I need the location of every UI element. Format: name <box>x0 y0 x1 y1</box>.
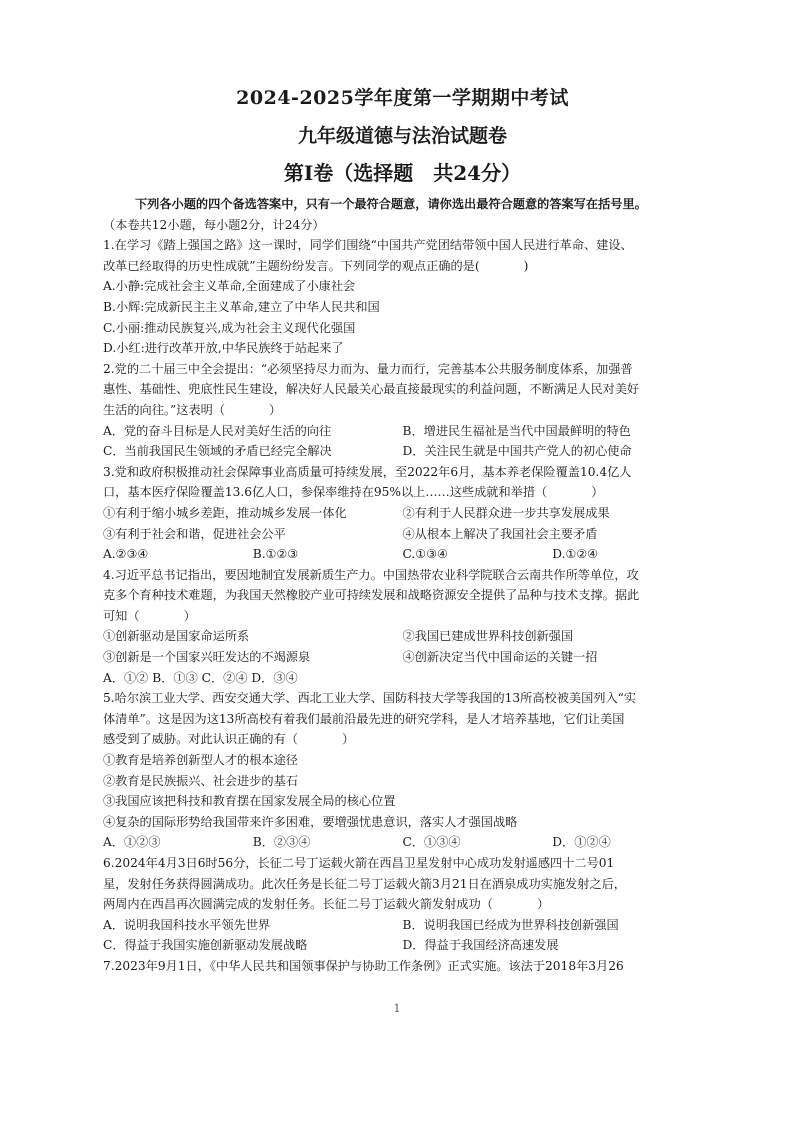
statement-2: ②有利于人民群众进一步共享发展成果 <box>402 505 610 520</box>
statements-row <box>103 503 702 524</box>
choices-row: A．①② B．①③ C．②④ D．③④ <box>103 670 298 685</box>
statement-3: ③我国应该把科技和教育摆在国家发展全局的核心位置 <box>103 794 396 809</box>
question-6 <box>103 853 702 956</box>
statement-4: ④创新决定当代中国命运的关键一招 <box>402 650 598 665</box>
statement-4: ④从根本上解决了我国社会主要矛盾 <box>402 526 598 541</box>
option-c: C．当前我国民生领域的矛盾已经完全解决 <box>103 444 332 459</box>
option-d: D．关注民生就是中国共产党人的初心使命 <box>402 444 632 459</box>
option-a: A．说明我国科技水平领先世界 <box>103 917 271 932</box>
question-stem: 5.哈尔滨工业大学、西安交通大学、西北工业大学、国防科技大学等我国的13所高校被美国列入“实 <box>103 691 637 706</box>
question-stem: 星，发射任务获得圆满成功。此次任务是长征二号丁运载火箭3月21日在酒泉成功实施发射之后， <box>103 876 626 891</box>
statement-1: ①有利于缩小城乡差距，推动城乡发展一体化 <box>103 505 347 520</box>
question-stem: 4.习近平总书记指出，要因地制宜发展新质生产力。中国热带农业科学院联合云南共作所等单位，攻 <box>103 567 639 582</box>
choices-row <box>103 832 702 853</box>
question-3 <box>103 462 702 565</box>
question-7 <box>103 956 702 977</box>
question-content <box>103 194 702 977</box>
choice-b: B.①②③ <box>252 547 299 562</box>
option-b: B．说明我国已经成为世界科技创新强国 <box>402 917 619 932</box>
statement-4: ④复杂的国际形势给我国带来许多困难，要增强忧患意识，落实人才强国战略 <box>103 814 518 829</box>
question-stem: 感受到了威胁。对此认识正确的有（ ） <box>103 732 355 747</box>
statements-row <box>103 626 702 647</box>
instructions-note: （本卷共12小题，每小题2分，计24分） <box>103 217 325 232</box>
question-stem: 可知（ ） <box>103 608 196 623</box>
question-stem: 惠性、基础性、兜底性民生建设，解决好人民最关心最直接最现实的利益问题，不断满足人民对美好 <box>103 382 640 397</box>
option-b: B．增进民生福祉是当代中国最鲜明的特色 <box>402 423 631 438</box>
section-title: 第Ⅰ卷（选择题 共24分） <box>283 161 522 185</box>
option-d: D．得益于我国经济高速发展 <box>402 938 559 953</box>
page-number: 1 <box>393 1002 401 1015</box>
question-stem: 7.2023年9月1日，《中华人民共和国领事保护与协助工作条例》正式实施。该法于2018年3月26 <box>103 958 624 973</box>
question-1 <box>103 235 702 359</box>
choice-c: C．①③④ <box>402 835 461 850</box>
choice-d: D.①②④ <box>552 547 599 562</box>
question-5 <box>103 688 702 853</box>
question-stem: 改革已经取得的历史性成就”主题纷纷发言。下列同学的观点正确的是( ) <box>103 258 529 273</box>
choice-c: C.①③④ <box>402 547 449 562</box>
option-a: A.小静:完成社会主义革命,全面建成了小康社会 <box>103 279 356 294</box>
option-b: B.小辉:完成新民主主义革命,建立了中华人民共和国 <box>103 299 380 314</box>
option-c: C．得益于我国实施创新驱动发展战略 <box>103 938 308 953</box>
question-stem: 两周内在西昌再次圆满完成的发射任务。长征二号丁运载火箭发射成功（ ） <box>103 897 550 912</box>
instructions: 下列各小题的四个备选答案中，只有一个最符合题意，请你选出最符合题意的答案写在括号里。 <box>135 197 647 211</box>
statements-row <box>103 647 702 668</box>
choice-b: B．②③④ <box>252 835 311 850</box>
options-row <box>103 915 702 936</box>
exam-title: 2024-2025学年度第一学期期中考试 <box>236 87 569 109</box>
option-d: D.小红:进行改革开放,中华民族终于站起来了 <box>103 341 344 356</box>
question-4 <box>103 565 702 689</box>
statement-3: ③创新是一个国家兴旺发达的不竭源泉 <box>103 650 311 665</box>
choice-d: D．①②④ <box>552 835 611 850</box>
statement-3: ③有利于社会和谐，促进社会公平 <box>103 526 286 541</box>
question-stem: 3.党和政府积极推动社会保障事业高质量可持续发展，至2022年6月，基本养老保险覆盖10.4亿人 <box>103 464 632 479</box>
question-stem: 1.在学习《踏上强国之路》这一课时，同学们围绕“中国共产党团结带领中国人民进行革命、建设、 <box>103 238 633 253</box>
options-row <box>103 935 702 956</box>
statement-2: ②我国已建成世界科技创新强国 <box>402 629 574 644</box>
question-stem: 6.2024年4月3日6时56分，长征二号丁运载火箭在西昌卫星发射中心成功发射遥感四十二号01 <box>103 856 615 870</box>
options-row <box>103 421 702 442</box>
statement-1: ①教育是培养创新型人才的根本途径 <box>103 753 298 768</box>
choice-a: A．①②③ <box>103 835 161 850</box>
question-stem: 体清单”。这是因为这13所高校有着我们最前沿最先进的研究学科，是人才培养基地，它们让美国 <box>103 711 625 726</box>
option-a: A．党的奋斗目标是人民对美好生活的向往 <box>103 423 332 438</box>
question-stem: 克多个育种技术难题，为我国天然橡胶产业可持续发展和战略资源安全提供了品种与技术支撑。据此 <box>103 588 640 603</box>
question-stem: 2.党的二十届三中全会提出：“必须坚持尽力而为、量力而行，完善基本公共服务制度体系，加强普 <box>103 361 633 376</box>
choices-row <box>103 544 702 565</box>
question-stem: 生活的向往。”这表明（ ） <box>103 402 282 417</box>
statement-2: ②教育是民族振兴、社会进步的基石 <box>103 773 298 788</box>
options-row <box>103 441 702 462</box>
statements-row <box>103 524 702 545</box>
option-c: C.小丽:推动民族复兴,成为社会主义现代化强国 <box>103 320 356 335</box>
question-2 <box>103 359 702 462</box>
choice-a: A.②③④ <box>103 547 149 562</box>
statement-1: ①创新驱动是国家命运所系 <box>103 629 250 644</box>
question-stem: 口，基本医疗保险覆盖13.6亿人口，参保率维持在95%以上……这些成就和举措（ ） <box>103 485 604 500</box>
exam-subtitle: 九年级道德与法治试题卷 <box>297 125 507 147</box>
